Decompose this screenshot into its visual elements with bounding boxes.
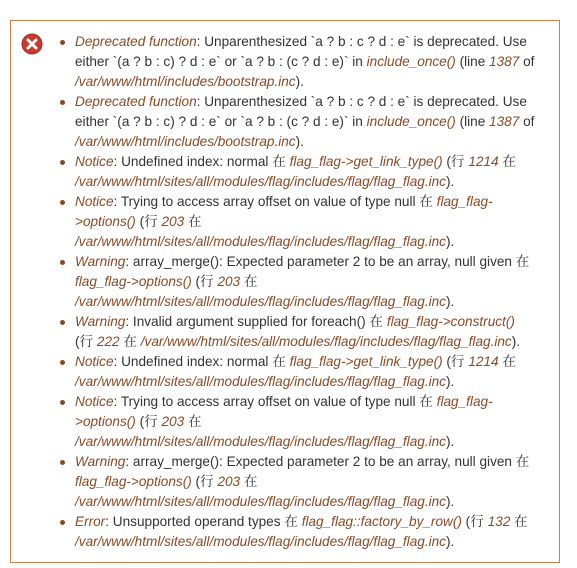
error-message-item [57,252,535,312]
message-text: 在 [184,214,202,229]
message-type: Deprecated function [75,34,197,49]
message-type: Error [75,514,106,529]
message-text: (行 [191,474,218,489]
message-emphasis: 222 [96,334,120,349]
message-emphasis: 1214 [468,354,499,369]
message-text: ). [445,294,455,309]
message-text: ). [445,174,455,189]
message-text: ). [445,494,455,509]
message-emphasis: 1387 [489,54,520,69]
message-text: (行 [135,414,162,429]
message-text: : Trying to access array offset on value of type null 在 [113,194,437,209]
error-message-item [57,392,535,452]
message-emphasis: /var/www/html/includes/bootstrap.inc [75,74,296,89]
message-text: 在 [240,474,258,489]
message-text: (行 [135,214,162,229]
message-text: of [519,54,535,69]
error-message-item [57,32,535,92]
message-emphasis: /var/www/html/sites/all/modules/flag/includes/flag/flag_flag.inc [140,334,512,349]
message-text: ). [295,74,304,89]
message-text: ). [511,334,521,349]
message-type: Notice [75,194,114,209]
message-text: 在 [498,154,516,169]
message-emphasis: 203 [161,414,185,429]
message-emphasis: /var/www/html/sites/all/modules/flag/includes/flag/flag_flag.inc [75,234,446,249]
message-type: Notice [75,354,114,369]
error-circle-x-icon [21,33,43,55]
error-message-item [57,192,535,252]
message-text: : Invalid argument supplied for foreach() 在 [125,314,387,329]
message-text: ). [445,534,455,549]
message-emphasis: flag_flag->options() [75,274,192,289]
message-type: Notice [75,154,114,169]
message-text: 在 [119,334,141,349]
message-emphasis: flag_flag->construct() [386,314,515,329]
message-text: 在 [498,354,516,369]
message-text: (行 [442,154,469,169]
error-message-list [57,32,535,552]
message-text: (line [455,54,490,69]
message-text: : Unsupported operand types 在 [105,514,302,529]
message-emphasis: flag_flag->get_link_type() [289,354,443,369]
message-text: : Unparenthesized `a ? b : c ? d : e` is deprecated. Use either `(a ? b : c) ? d : e` or `a ? b : (c ? d : e)` in [75,94,527,129]
message-emphasis: /var/www/html/sites/all/modules/flag/includes/flag/flag_flag.inc [75,434,446,449]
message-text: ). [445,374,455,389]
message-emphasis: flag_flag->options() [75,474,192,489]
error-message-item [57,152,535,192]
message-text: ). [445,434,455,449]
message-emphasis: 1387 [489,114,520,129]
message-text: of [519,114,535,129]
message-emphasis: include_once() [366,114,456,129]
message-text: (行 [75,334,97,349]
message-emphasis: /var/www/html/sites/all/modules/flag/includes/flag/flag_flag.inc [75,534,446,549]
message-type: Warning [75,314,126,329]
error-message-item [57,512,535,552]
message-text: : Undefined index: normal 在 [113,354,290,369]
message-text: (行 [191,274,218,289]
message-emphasis: /var/www/html/sites/all/modules/flag/includes/flag/flag_flag.inc [75,374,446,389]
message-emphasis: /var/www/html/sites/all/modules/flag/includes/flag/flag_flag.inc [75,494,446,509]
message-emphasis: flag_flag->options() [75,394,493,429]
message-text: ). [295,134,304,149]
error-message-item [57,452,535,512]
error-message-item [57,92,535,152]
message-type: Notice [75,394,114,409]
message-type: Warning [75,254,126,269]
message-emphasis: include_once() [366,54,456,69]
error-message-item [57,312,535,352]
message-emphasis: /var/www/html/sites/all/modules/flag/includes/flag/flag_flag.inc [75,174,446,189]
message-text: : array_merge(): Expected parameter 2 to be an array, null given 在 [125,454,530,469]
message-text: 在 [184,414,202,429]
message-emphasis: 203 [161,214,185,229]
message-text: 在 [510,514,528,529]
message-emphasis: 132 [487,514,511,529]
error-messages-box [10,20,560,563]
message-text: : Trying to access array offset on value of type null 在 [113,394,437,409]
message-text: : array_merge(): Expected parameter 2 to be an array, null given 在 [125,254,530,269]
message-text: (line [455,114,490,129]
message-emphasis: /var/www/html/sites/all/modules/flag/includes/flag/flag_flag.inc [75,294,446,309]
error-message-item [57,352,535,392]
message-type: Deprecated function [75,94,197,109]
message-emphasis: flag_flag->options() [75,194,493,229]
message-text: 在 [240,274,258,289]
message-emphasis: 203 [217,274,241,289]
message-text: (行 [461,514,488,529]
message-emphasis: 1214 [468,154,499,169]
message-type: Warning [75,454,126,469]
message-emphasis: flag_flag::factory_by_row() [301,514,462,529]
message-text: : Unparenthesized `a ? b : c ? d : e` is deprecated. Use either `(a ? b : c) ? d : e` or `a ? b : (c ? d : e)` in [75,34,527,69]
message-text: ). [445,234,455,249]
message-text: : Undefined index: normal 在 [113,154,290,169]
message-emphasis: flag_flag->get_link_type() [289,154,443,169]
message-text: (行 [442,354,469,369]
message-emphasis: 203 [217,474,241,489]
message-emphasis: /var/www/html/includes/bootstrap.inc [75,134,296,149]
